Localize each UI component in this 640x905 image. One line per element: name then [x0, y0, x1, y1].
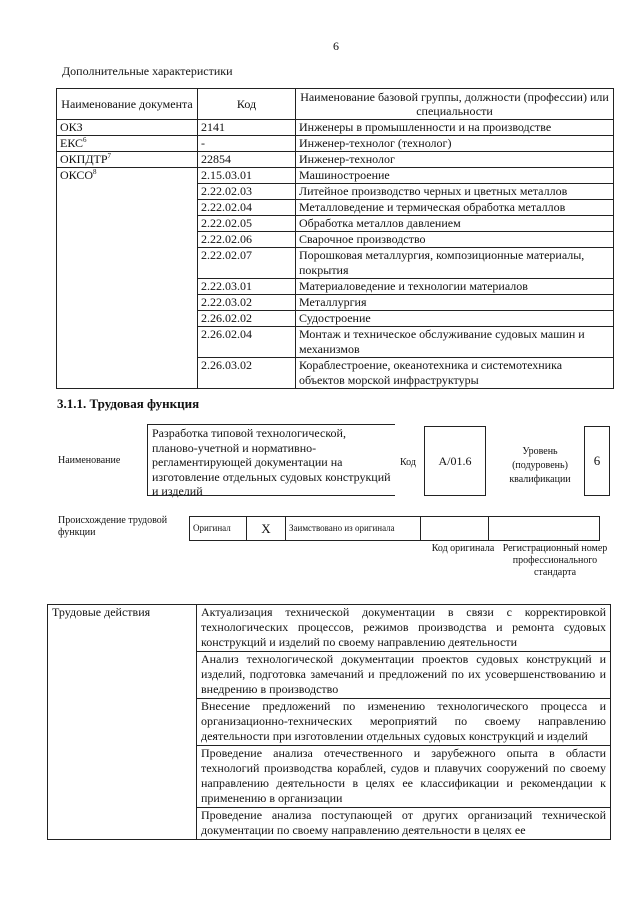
footnote-marker: 7 — [107, 152, 112, 160]
classification-name: Машиностроение — [296, 168, 614, 184]
classification-name: Порошковая металлургия, композиционные материалы, покрытия — [296, 248, 614, 279]
origin-row — [190, 517, 600, 541]
labor-action-text: Актуализация технической документации в связи с корректировкой технологических процессов, режимов производства и ремонта судовых конструкций и изделий по своему направлению деятельности — [197, 605, 611, 652]
classification-row — [57, 152, 614, 168]
classification-name: Материаловедение и технологии материалов — [296, 279, 614, 295]
labor-action-text: Внесение предложений по изменению технологического процесса и организационно-технических мероприятий по своему направлению деятельности при изготовлении отдельных судовых конструкций и изделий — [197, 699, 611, 746]
origin-code-caption: Код оригинала — [431, 543, 495, 554]
header-group-name: Наименование базовой группы, должности (профессии) или специальности — [296, 89, 614, 120]
qualification-level-value: 6 — [584, 426, 610, 496]
section-title: 3.1.1. Трудовая функция — [57, 396, 200, 411]
origin-reg-caption: Регистрационный номер профессионального стандарта — [502, 543, 608, 578]
classification-doc-text: ОКПДТР — [60, 152, 108, 166]
classification-name: Металловедение и термическая обработка металлов — [296, 200, 614, 216]
classification-code: 2.22.02.07 — [198, 248, 296, 279]
labor-action-text: Анализ технологической документации проектов судовых конструкций и изделий, подготовка замечаний и предложений по их усовершенствованию и внедрению в производство — [197, 652, 611, 699]
origin-original-label: Оригинал — [190, 517, 247, 541]
classification-code: 2.26.02.02 — [198, 311, 296, 327]
classification-code: 2.22.02.06 — [198, 232, 296, 248]
classification-name: Инженеры в промышленности и на производстве — [296, 120, 614, 136]
function-name-label: Наименование — [58, 455, 121, 466]
classification-code: 22854 — [198, 152, 296, 168]
classification-doc — [57, 152, 198, 168]
classification-doc — [57, 136, 198, 152]
footnote-marker: 8 — [93, 168, 97, 176]
classification-code: - — [198, 136, 296, 152]
classification-name: Металлургия — [296, 295, 614, 311]
classification-row — [57, 168, 614, 184]
header-document: Наименование документа — [57, 89, 198, 120]
labor-actions-table — [47, 604, 611, 840]
labor-action-row — [48, 605, 611, 652]
classification-name: Литейное производство черных и цветных металлов — [296, 184, 614, 200]
classification-code: 2.22.03.02 — [198, 295, 296, 311]
additional-characteristics-title: Дополнительные характеристики — [62, 64, 233, 78]
footnote-marker: 6 — [83, 136, 87, 144]
labor-action-text: Проведение анализа отечественного и зарубежного опыта в области технологий производства кораблей, судов и плавучих сооружений по своему направлению деятельности в целях ее классификации и рекомендации к применению в организации — [197, 746, 611, 808]
classification-row — [57, 136, 614, 152]
classification-name: Сварочное производство — [296, 232, 614, 248]
classification-name: Инженер-технолог (технолог) — [296, 136, 614, 152]
origin-label: Происхождение трудовой функции — [58, 515, 168, 538]
origin-reg-number-cell — [489, 517, 600, 541]
classification-code: 2.26.03.02 — [198, 358, 296, 389]
header-code: Код — [198, 89, 296, 120]
classification-doc-text: ОКСО — [60, 168, 94, 182]
classification-code: 2141 — [198, 120, 296, 136]
classification-row — [57, 120, 614, 136]
origin-code-cell — [421, 517, 489, 541]
classification-header-row — [57, 89, 614, 120]
classification-doc — [57, 120, 198, 136]
classification-name: Судостроение — [296, 311, 614, 327]
classification-name: Инженер-технолог — [296, 152, 614, 168]
classification-code: 2.15.03.01 — [198, 168, 296, 184]
origin-borrowed-label: Заимствовано из оригинала — [286, 517, 421, 541]
labor-action-text: Проведение анализа поступающей от других организаций технической документации по своему направлению деятельности в целях ее — [197, 808, 611, 840]
classification-name: Кораблестроение, океанотехника и системотехника объектов морской инфраструктуры — [296, 358, 614, 389]
classification-name: Монтаж и техническое обслуживание судовых машин и механизмов — [296, 327, 614, 358]
classification-code: 2.22.02.04 — [198, 200, 296, 216]
function-code-value: A/01.6 — [424, 426, 486, 496]
classification-doc-text: ОКЗ — [60, 120, 83, 134]
classification-code: 2.22.02.05 — [198, 216, 296, 232]
labor-actions-header: Трудовые действия — [48, 605, 197, 840]
function-name-value: Разработка типовой технологической, планово-учетной и нормативно-регламентирующей документации на изготовление отдельных судовых конструкций и изделий — [147, 424, 395, 496]
classification-code: 2.22.03.01 — [198, 279, 296, 295]
qualification-level-label: Уровень (подуровень) квалификации — [509, 446, 571, 485]
classification-name: Обработка металлов давлением — [296, 216, 614, 232]
origin-table — [189, 516, 600, 541]
classification-code: 2.26.02.04 — [198, 327, 296, 358]
classification-code: 2.22.02.03 — [198, 184, 296, 200]
classification-doc-text: ЕКС — [60, 136, 84, 150]
function-code-label: Код — [400, 457, 416, 468]
origin-original-mark: X — [247, 517, 286, 541]
classification-table — [56, 88, 614, 389]
classification-doc — [57, 168, 198, 389]
page-number: 6 — [333, 39, 339, 53]
